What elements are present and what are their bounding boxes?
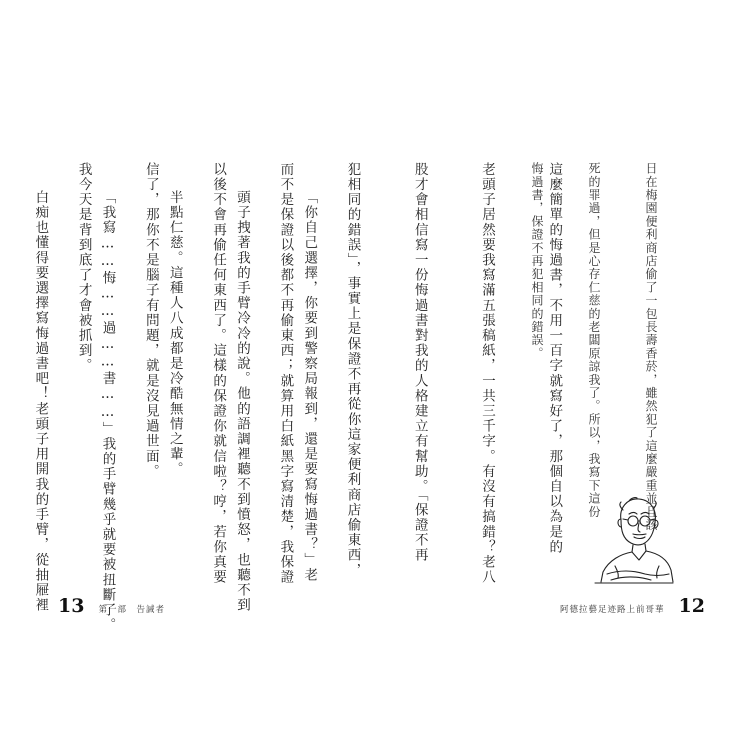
left-page-footer — [58, 595, 165, 619]
page-number: 13 — [58, 595, 85, 617]
paragraph: 犯相同的錯誤」，事實上是保證不再從你這家便利商店偷東西， — [344, 162, 361, 579]
right-page-footer — [560, 595, 705, 619]
paragraph: 白痴也懂得要選擇寫悔過書吧！老頭子用開我的手臂，從抽屜裡 — [32, 190, 49, 613]
epigraph-line: 悔過書，保證不再犯相同的錯誤。 — [530, 162, 544, 360]
epigraph-line: 日在梅園便利商店偷了一包長壽香菸，雖然犯了這麼嚴重並且該 — [644, 162, 658, 532]
paragraph: 我今天是背到底了才會被抓到。 — [75, 162, 92, 374]
paragraph: 老頭子居然要我寫滿五張稿紙，一共三千字。有沒有搞錯？老八 — [478, 162, 495, 585]
paragraph: 以後不會再偷任何東西了。這樣的保證你就信啦？哼，若你真要 — [210, 162, 227, 585]
epigraph-line: 死的罪過，但是心存仁慈的老闆原諒我了。所以，我寫下這份 — [587, 162, 601, 519]
right-page-body — [27, 162, 610, 585]
paragraph: 信了，那你不是腦子有問題，就是沒見過世面。 — [142, 162, 159, 480]
old-man-illustration — [593, 490, 675, 586]
paragraph: 頭子拽著我的手臂冷冷的說。他的語調裡聽不到憤怒，也聽不到 — [233, 190, 250, 613]
paragraph: 「你自己選擇，你要到警察局報到，還是要寫悔過書？」老 — [301, 190, 318, 583]
paragraph: 股才會相信寫一份悔過書對我的人格建立有幫助。「保證不再 — [411, 162, 428, 563]
page-number: 12 — [678, 595, 705, 617]
paragraph: 這麼簡單的悔過書，不用一百字就寫好了，那個自以為是的 — [546, 162, 563, 555]
running-head: 阿德拉藝足迹路上前哥華 — [560, 605, 665, 615]
paragraph: 半點仁慈。這種人八成都是冷酷無情之輩。 — [166, 190, 183, 477]
paragraph: 「我寫……悔……過……書……」我的手臂幾乎就要被扭斷了。 — [99, 190, 116, 633]
paragraph: 而不是保證以後都不再偷東西；就算用白紙黑字寫清楚，我保證 — [277, 162, 294, 585]
running-head: 第一部 告誡者 — [98, 605, 165, 615]
